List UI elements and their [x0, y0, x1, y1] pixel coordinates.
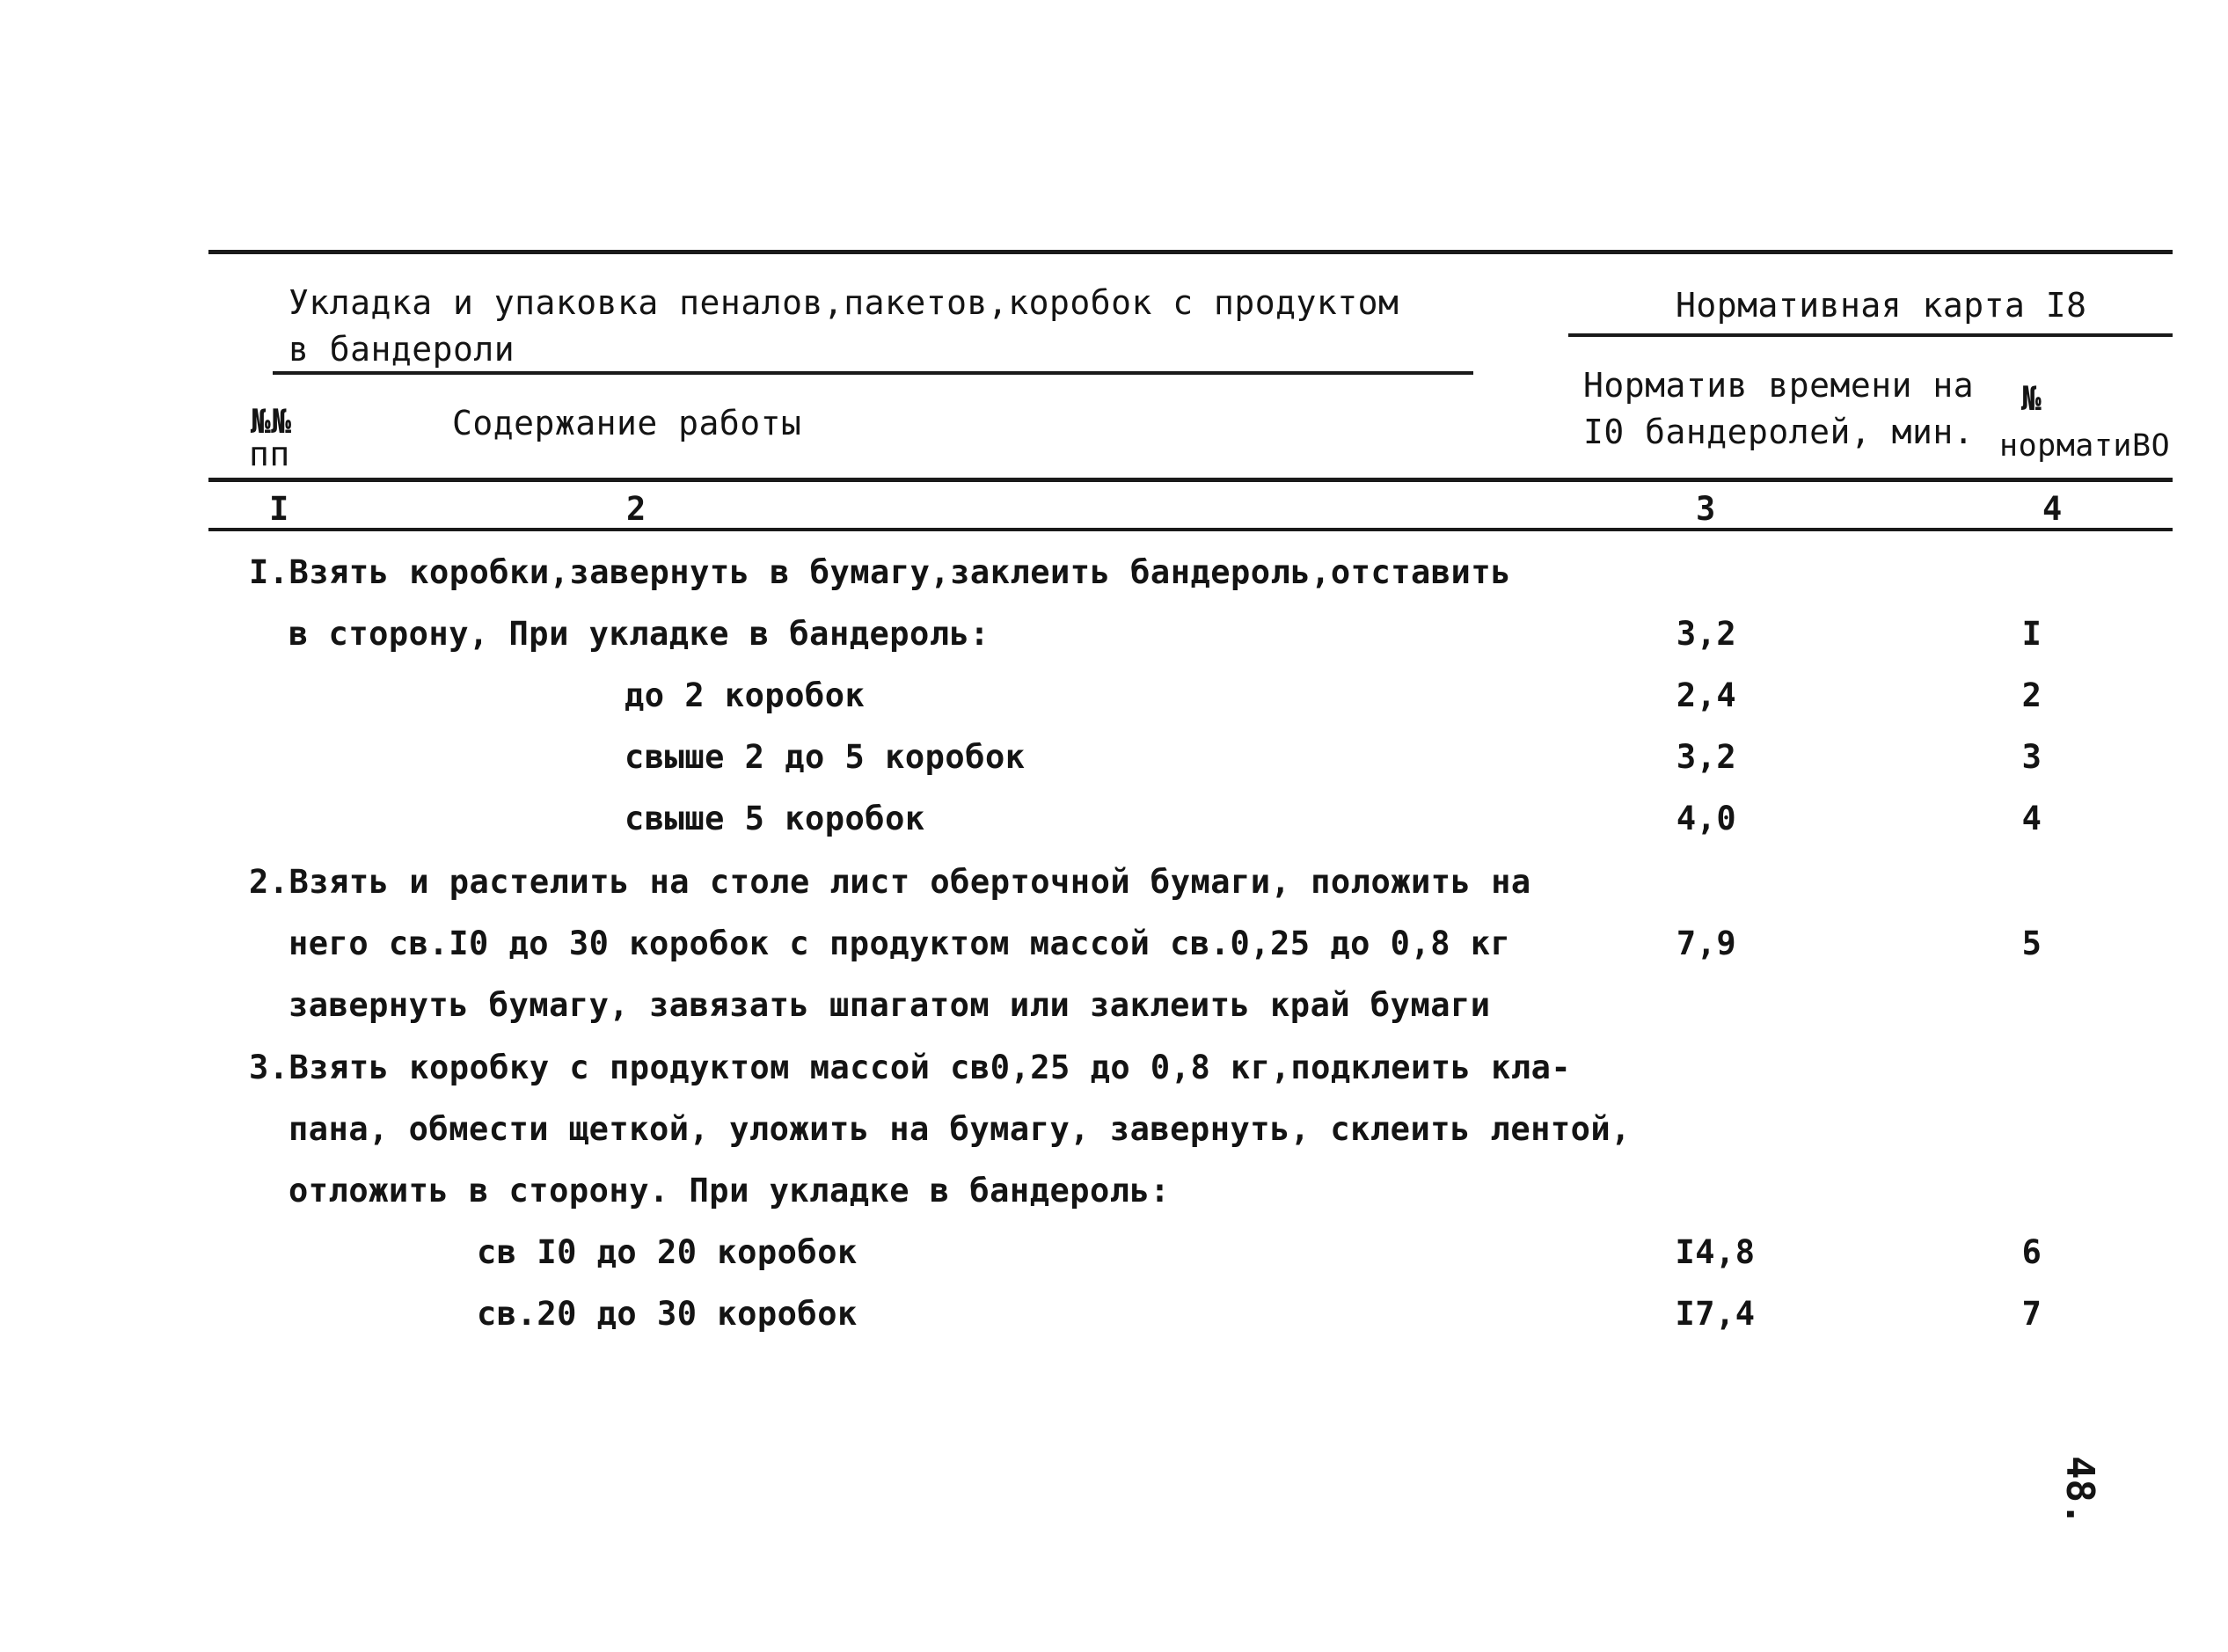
title-underline: [273, 371, 1473, 375]
col-content-label: Содержание работы: [452, 404, 802, 442]
row-9-text: 3.Взять коробку с продуктом массой св0,25 до 0,8 кг,подклеить кла-: [249, 1049, 1572, 1086]
row-1-text: I.Взять коробки,завернуть в бумагу,заклеить бандероль,отставить: [249, 553, 1511, 591]
document-title-line2: в бандероли: [289, 330, 515, 369]
col-num-label-line1: №№: [251, 402, 292, 441]
row-12-time: I4,8: [1675, 1233, 1756, 1271]
row-13-norm: 7: [2021, 1295, 2042, 1333]
col-time-label-line1: Норматив времени на: [1583, 366, 1975, 405]
col-num-label-line2: пп: [249, 435, 290, 473]
row-5-text: свыше 5 коробок: [625, 800, 925, 837]
row-7-norm: 5: [2021, 925, 2042, 962]
row-5-time: 4,0: [1676, 800, 1737, 837]
row-3-norm: 2: [2021, 676, 2042, 714]
card-title: Нормативная карта I8: [1676, 286, 2087, 325]
col-norm-label-line1: №: [2021, 379, 2042, 418]
col-norm-label-line2: норматиBO: [1999, 428, 2171, 464]
row-5-norm: 4: [2021, 800, 2042, 837]
top-rule: [208, 250, 2173, 254]
row-4-norm: 3: [2021, 738, 2042, 776]
col-index-3: 3: [1696, 490, 1716, 528]
row-8-text: завернуть бумагу, завязать шпагатом или заклеить край бумаги: [289, 986, 1491, 1024]
row-2-text: в сторону, При укладке в бандероль:: [289, 615, 990, 653]
row-2-norm: I: [2021, 615, 2042, 653]
row-7-time: 7,9: [1676, 925, 1737, 962]
row-13-time: I7,4: [1675, 1295, 1756, 1333]
document-title-line1: Укладка и упаковка пеналов,пакетов,коробок с продуктом: [289, 283, 1399, 322]
row-12-text: св I0 до 20 коробок: [477, 1233, 858, 1271]
row-3-time: 2,4: [1676, 676, 1737, 714]
index-row-rule: [208, 528, 2173, 531]
row-12-norm: 6: [2021, 1233, 2042, 1271]
col-index-1: I: [269, 490, 289, 528]
page-number: 48.: [2057, 1456, 2102, 1526]
header-bottom-rule: [208, 478, 2173, 482]
row-2-time: 3,2: [1676, 615, 1737, 653]
row-4-text: свыше 2 до 5 коробок: [625, 738, 1026, 776]
col-index-2: 2: [626, 490, 646, 528]
row-11-text: отложить в сторону. При укладке в бандероль:: [289, 1172, 1171, 1210]
col-index-4: 4: [2042, 490, 2063, 528]
col-time-label-line2: I0 бандеролей, мин.: [1583, 413, 1975, 451]
row-7-text: него св.I0 до 30 коробок с продуктом массой св.0,25 до 0,8 кг: [289, 925, 1511, 962]
row-6-text: 2.Взять и растелить на столе лист оберточной бумаги, положить на: [249, 863, 1531, 901]
row-10-text: пана, обмести щеткой, уложить на бумагу, завернуть, склеить лентой,: [289, 1110, 1631, 1148]
card-title-underline: [1568, 333, 2173, 337]
row-3-text: до 2 коробок: [625, 676, 866, 714]
row-4-time: 3,2: [1676, 738, 1737, 776]
row-13-text: св.20 до 30 коробок: [477, 1295, 858, 1333]
